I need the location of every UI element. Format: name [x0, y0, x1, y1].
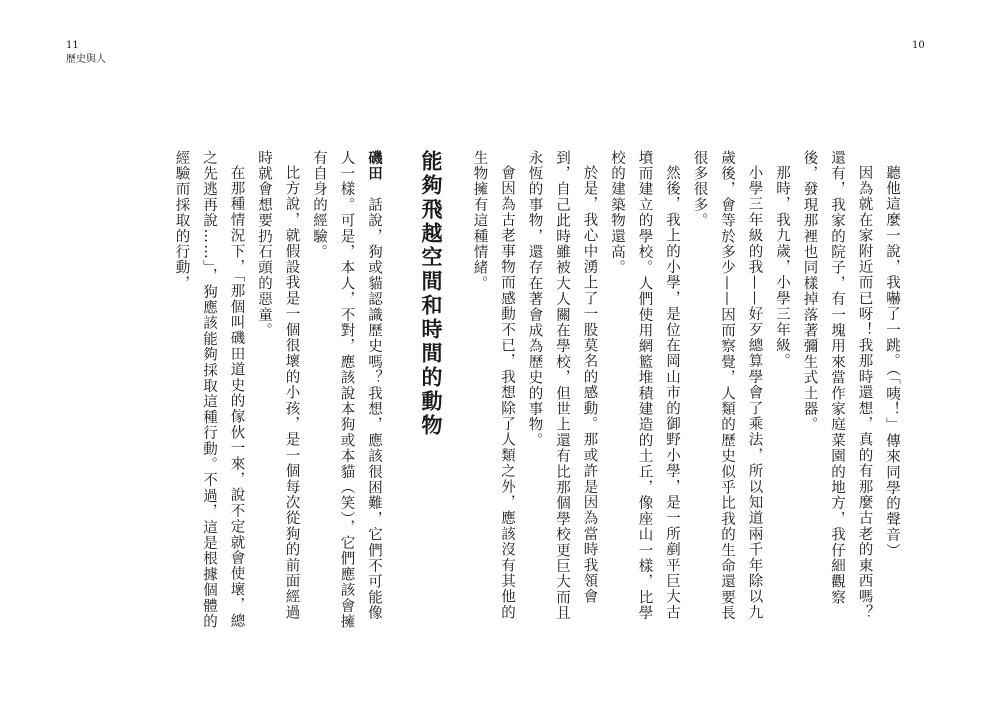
paragraph: 小學三年級的我——好歹總算學會了乘法，所以知道兩千年除以九歲後，會等於多少——因而察覺，人類的歷史似乎比我的生命還要長很多很多。	[691, 150, 763, 621]
speaker-label: 磯田	[366, 150, 382, 182]
paragraph: 在那種情況下，「那個叫磯田道史的傢伙一來，說不定就會使壞，總之先逃再說……」，狗應該能夠採取這種行動。不過，這是根據個體的經驗而採取的行動，	[173, 150, 245, 630]
body-text	[70, 150, 905, 630]
paragraph: 會因為古老事物而感動不已，我想除了人類之外，應該沒有其他的生物擁有這種情緒。	[471, 150, 515, 620]
paragraph: 於是，我心中湧上了一股莫名的感動。那或許是因為當時我領會到，自己此時雖被大人關在學校，但世上還有比那個學校更巨大而且永恆的事物，還存在著會成為歷史的事物。	[526, 150, 598, 621]
right-page-number: 10	[912, 40, 925, 51]
paragraph: 聽他這麼一說，我嚇了一跳。（「咦！」傳來同學的聲音）	[884, 164, 900, 559]
dialogue-paragraph	[305, 150, 388, 630]
speaker-text: 話說，狗或貓認識歷史嗎？我想，應該很困難，它們不可能像人一樣。可是，本人，不對，應該說本狗或本貓（笑），它們應該會擁有自身的經驗。	[311, 150, 382, 630]
left-page-number: 11	[66, 40, 79, 51]
paragraph: 然後，我上的小學，是位在岡山市的御野小學，是一所剷平巨大古墳而建立的學校。人們使用網籃堆積建造的土丘，像座山一樣，比學校的建築物還高。	[609, 150, 680, 621]
section-heading: 能夠飛越空間和時間的動物	[419, 150, 443, 438]
left-page-header	[66, 39, 106, 67]
running-title: 歷史與人	[66, 54, 106, 65]
paragraph: 因為就在家附近而已呀！我那時還想，真的有那麼古老的東西嗎？還有，我家的院子，有一塊用來當作家庭菜園的地方，我仔細觀察後，發現那裡也同樣掉落著彌生式土器。	[801, 150, 873, 620]
paragraph: 比方說，就假設我是一個很壞的小孩，是一個每次從狗的前面經過時就會想要扔石頭的惡童。	[256, 150, 300, 620]
paragraph: 那時，我九歲，小學三年級。	[774, 164, 790, 369]
